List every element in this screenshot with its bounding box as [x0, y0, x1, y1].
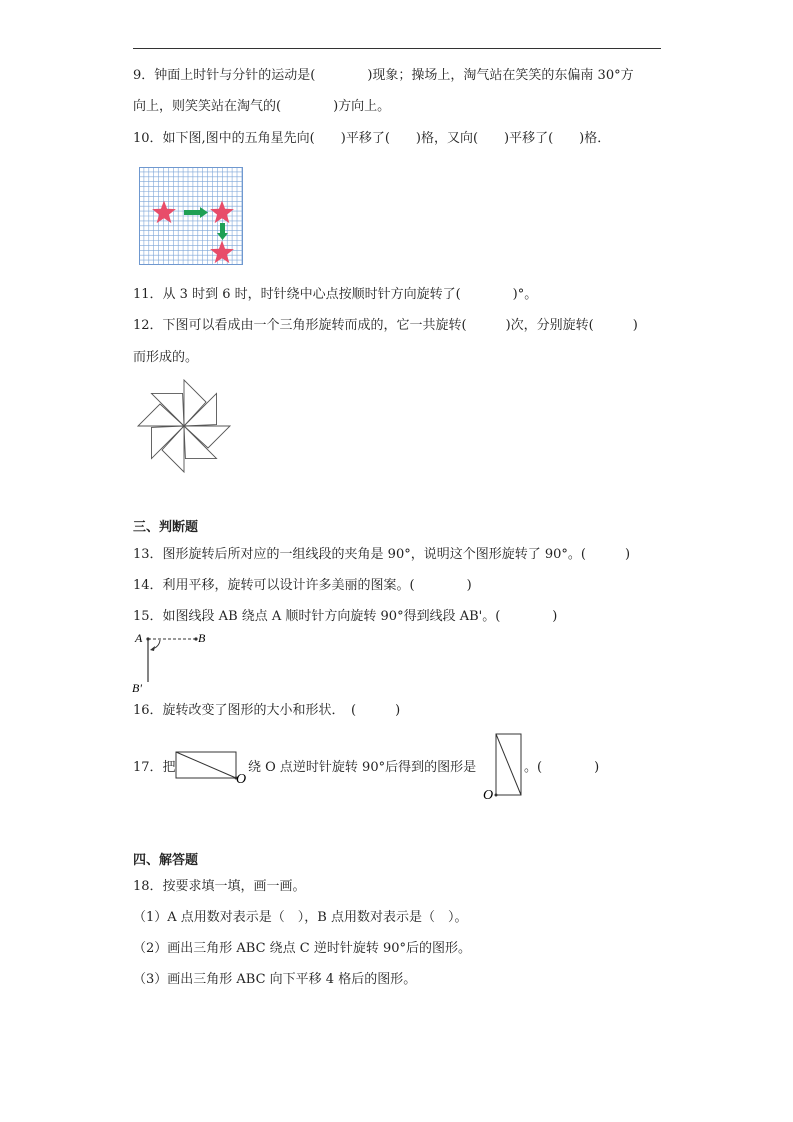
question-15: 15．如图线段 AB 绕点 A 顺时针方向旋转 90°得到线段 AB'。( )	[133, 609, 558, 624]
vertical-rectangle-figure	[482, 733, 524, 801]
label-o-first: O	[236, 772, 247, 787]
star-start	[152, 201, 176, 224]
question-18-part-2: （2）画出三角形 ABC 绕点 C 逆时针旋转 90°后的图形。	[133, 941, 472, 956]
label-b: B	[198, 631, 206, 645]
question-14: 14．利用平移，旋转可以设计许多美丽的图案。( )	[133, 578, 472, 593]
label-b-prime: B'	[132, 681, 142, 695]
question-12-line-2: 而形成的。	[133, 350, 199, 365]
question-18: 18．按要求填一填，画一画。	[133, 879, 306, 894]
question-11: 11．从 3 时到 6 时，时针绕中心点按顺时针方向旋转了( )°。	[133, 287, 538, 302]
question-13: 13．图形旋转后所对应的一组线段的夹角是 90°，说明这个图形旋转了 90°。( )	[133, 547, 631, 562]
question-17-prefix: 17．把	[133, 760, 176, 775]
horizontal-rectangle-figure	[175, 751, 249, 785]
question-16: 16．旋转改变了图形的大小和形状． ( )	[133, 703, 401, 718]
pinwheel-figure	[136, 378, 232, 474]
right-arrow-icon	[184, 207, 208, 218]
question-17-middle: 绕 O 点逆时针旋转 90°后得到的图形是	[248, 760, 477, 775]
header-rule	[133, 48, 661, 49]
rotation-arrowhead-icon	[150, 646, 155, 651]
question-18-part-1: （1）A 点用数对表示是（ ），B 点用数对表示是（ ）。	[133, 910, 468, 925]
label-a: A	[135, 631, 143, 645]
question-9-line-2: 向上，则笑笑站在淘气的( )方向上。	[133, 99, 391, 114]
question-9-line-1: 9．钟面上时针与分针的运动是( )现象；操场上，淘气站在笑笑的东偏南 30°方	[133, 68, 634, 83]
label-o-second: O	[483, 788, 494, 803]
section-4-title: 四、解答题	[133, 853, 199, 868]
question-17-suffix: 。( )	[524, 760, 600, 775]
section-3-title: 三、判断题	[133, 520, 199, 535]
question-10: 10．如下图,图中的五角星先向( )平移了( )格，又向( )平移了( )格．	[133, 131, 611, 146]
question-18-part-3: （3）画出三角形 ABC 向下平移 4 格后的图形。	[133, 972, 417, 987]
point-b	[194, 637, 197, 640]
question-12-line-1: 12．下图可以看成由一个三角形旋转而成的，它一共旋转( )次，分别旋转( )	[133, 318, 638, 333]
segment-rotation-figure	[130, 630, 220, 698]
star-translation-figure	[139, 167, 243, 265]
